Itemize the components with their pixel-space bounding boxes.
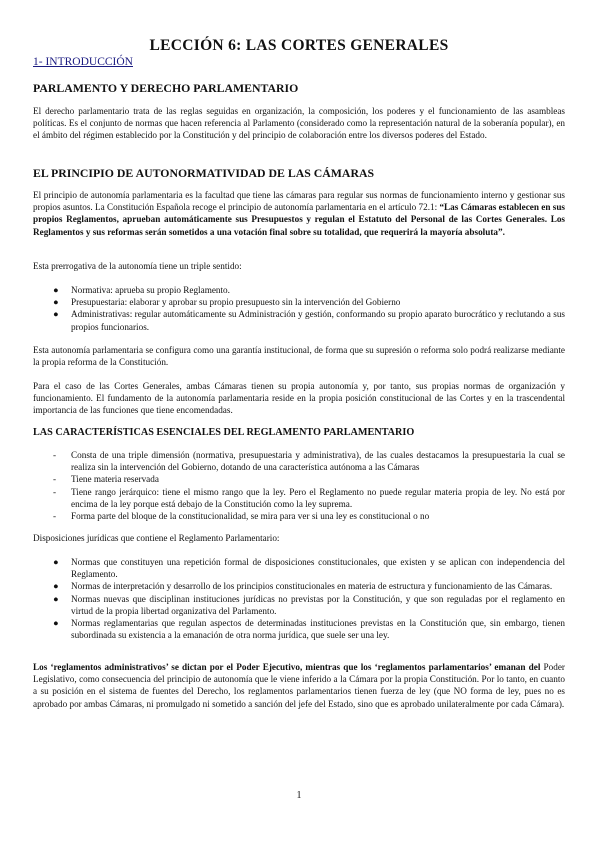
paragraph-autonomia (33, 189, 565, 238)
list-item: ● Normas que constituyen una repetición formal de disposiciones constitucionales, que existen y se aplican con independencia del Reglamento. (53, 557, 565, 580)
dash-icon: - (53, 474, 57, 485)
list-item: - Tiene rango jerárquico: tiene el mismo rango que la ley. Pero el Reglamento no puede regular materia propia de ley. No está por encima de la ley porque está debajo de la Constitución como la ley suprema. (53, 486, 565, 509)
heading-parlamento: PARLAMENTO Y DERECHO PARLAMENTARIO (33, 81, 299, 95)
bullet-icon: ● (53, 593, 59, 604)
paragraph-triple-sentido: Esta prerrogativa de la autonomía tiene un triple sentido: (33, 261, 242, 271)
bullet-icon: ● (53, 297, 59, 308)
page-title: LECCIÓN 6: LAS CORTES GENERALES (149, 37, 449, 54)
paragraph-garantia: Esta autonomía parlamentaria se configura como una garantía institucional, de forma que su supresión o reforma solo podrá realizarse mediante la propia reforma de la Constitución. (33, 345, 565, 368)
paragraph-disposiciones: Disposiciones jurídicas que contiene el Reglamento Parlamentario: (33, 533, 280, 543)
list-disposiciones (33, 556, 565, 641)
paragraph-reglamentos (33, 661, 565, 710)
list-item: - Forma parte del bloque de la constitucionalidad, se mira para ver si una ley es constitucional o no (53, 511, 430, 522)
bullet-icon: ● (53, 618, 59, 629)
dash-icon: - (53, 450, 57, 460)
list-item: - Consta de una triple dimensión (normativa, presupuestaria y administrativa), de las cuales destacamos la presupuestaria la cual se realiza sin la intervención del Gobierno, dotando de una característica autónoma a las Cámaras (53, 450, 565, 473)
heading-autonormatividad: EL PRINCIPIO DE AUTONORMATIVIDAD DE LAS CÁMARAS (33, 166, 375, 180)
dash-icon: - (53, 511, 57, 522)
heading-caracteristicas: LAS CARACTERÍSTICAS ESENCIALES DEL REGLAMENTO PARLAMENTARIO (33, 427, 415, 438)
paragraph-derecho-parlamentario: El derecho parlamentario trata de las reglas seguidas en organización, la composición, los poderes y el funcionamiento de las asambleas políticas. Es el conjunto de normas que hacen referencia al Parlamento (considerado como la representación natural de la soberanía popular), en el ámbito del régimen establecido por la Constitución y del principio de colaboración entre los diversos poderes del Estado. (33, 106, 565, 141)
paragraph-cortes-generales: Para el caso de las Cortes Generales, ambas Cámaras tienen su propia autonomía y, por tanto, sus propias normas de organización y funcionamiento. El fundamento de la autonomía parlamentaria reside en la propia posición constitucional de las Cortes y en la trascendental importancia de las funciones que tiene encomendadas. (33, 381, 565, 416)
list-item: ● Presupuestaria: elaborar y aprobar su propio presupuesto sin la intervención del Gobierno (53, 297, 401, 308)
list-item: ● Normas nuevas que disciplinan instituciones jurídicas no previstas por la Constitución, y que son reguladas por el reglamento en virtud de la propia libertad organizativa del Parlamento. (53, 593, 565, 616)
list-item: ● Normas de interpretación y desarrollo de los principios constitucionales en materia de estructura y funcionamiento de las Cámaras. (53, 581, 553, 592)
dash-icon: - (53, 486, 57, 497)
bullet-icon: ● (53, 309, 59, 320)
paragraph-autonomia-text: El principio de autonomía parlamentaria es la facultad que tiene las cámaras para regular sus normas de funcionamiento interno y gestionar sus propios asuntos. La Constitución Española recoge el principio de autonomía parlamentaria en el artículo 72.1: (33, 190, 565, 213)
list-item: ● Normas reglamentarias que regulan aspectos de determinadas instituciones previstas en la Constitución que, sin embargo, tienen subordinada su existencia a la emanación de otra norma jurídica, que suele ser una ley. (53, 618, 565, 641)
page-number: 1 (296, 790, 302, 801)
section-link-introduccion[interactable]: 1- INTRODUCCIÓN (33, 56, 133, 68)
reglamentos-text: Poder Legislativo, como consecuencia del principio de autonomía que le viene inferido a la Cámara por la propia Constitución. Por lo tanto, en cuanto a su posición en el sistema de fuentes del Derecho, los reglamentos parlamentarios tienen fuerza de ley (que NO forma de ley, pues no es aprobado por ambas Cámaras, ni promulgado ni sometido a sanción del jefe del Estado, sino que es aprobado unilateralmente por cada Cámara). (33, 662, 565, 709)
bullet-icon: ● (53, 557, 59, 567)
list-caracteristicas (33, 449, 565, 522)
reglamentos-bold-text: Los ‘reglamentos administrativos’ se dictan por el Poder Ejecutivo, mientras que los ‘reglamentos parlamentarios’ emanan del (33, 662, 541, 672)
list-item: - Tiene materia reservada (53, 474, 159, 485)
bullet-icon: ● (53, 285, 59, 295)
list-item: ● Normativa: aprueba su propio Reglamento. (53, 285, 230, 295)
bullet-icon: ● (53, 581, 59, 592)
constitution-quote: “Las Cámaras establecen en sus propios Reglamentos, aprueban automáticamente sus Presupuestos y regulan el Estatuto del Personal de las Cortes Generales. Los Reglamentos y sus reformas serán sometidos a una votación final sobre su totalidad, que requerirá la mayoría absoluta”. (33, 202, 565, 237)
list-triple-sentido (33, 284, 565, 333)
list-item: ● Administrativas: regular automáticamente su Administración y gestión, conformando su propio aparato burocrático y reclutando a sus propios funcionarios. (53, 309, 565, 332)
